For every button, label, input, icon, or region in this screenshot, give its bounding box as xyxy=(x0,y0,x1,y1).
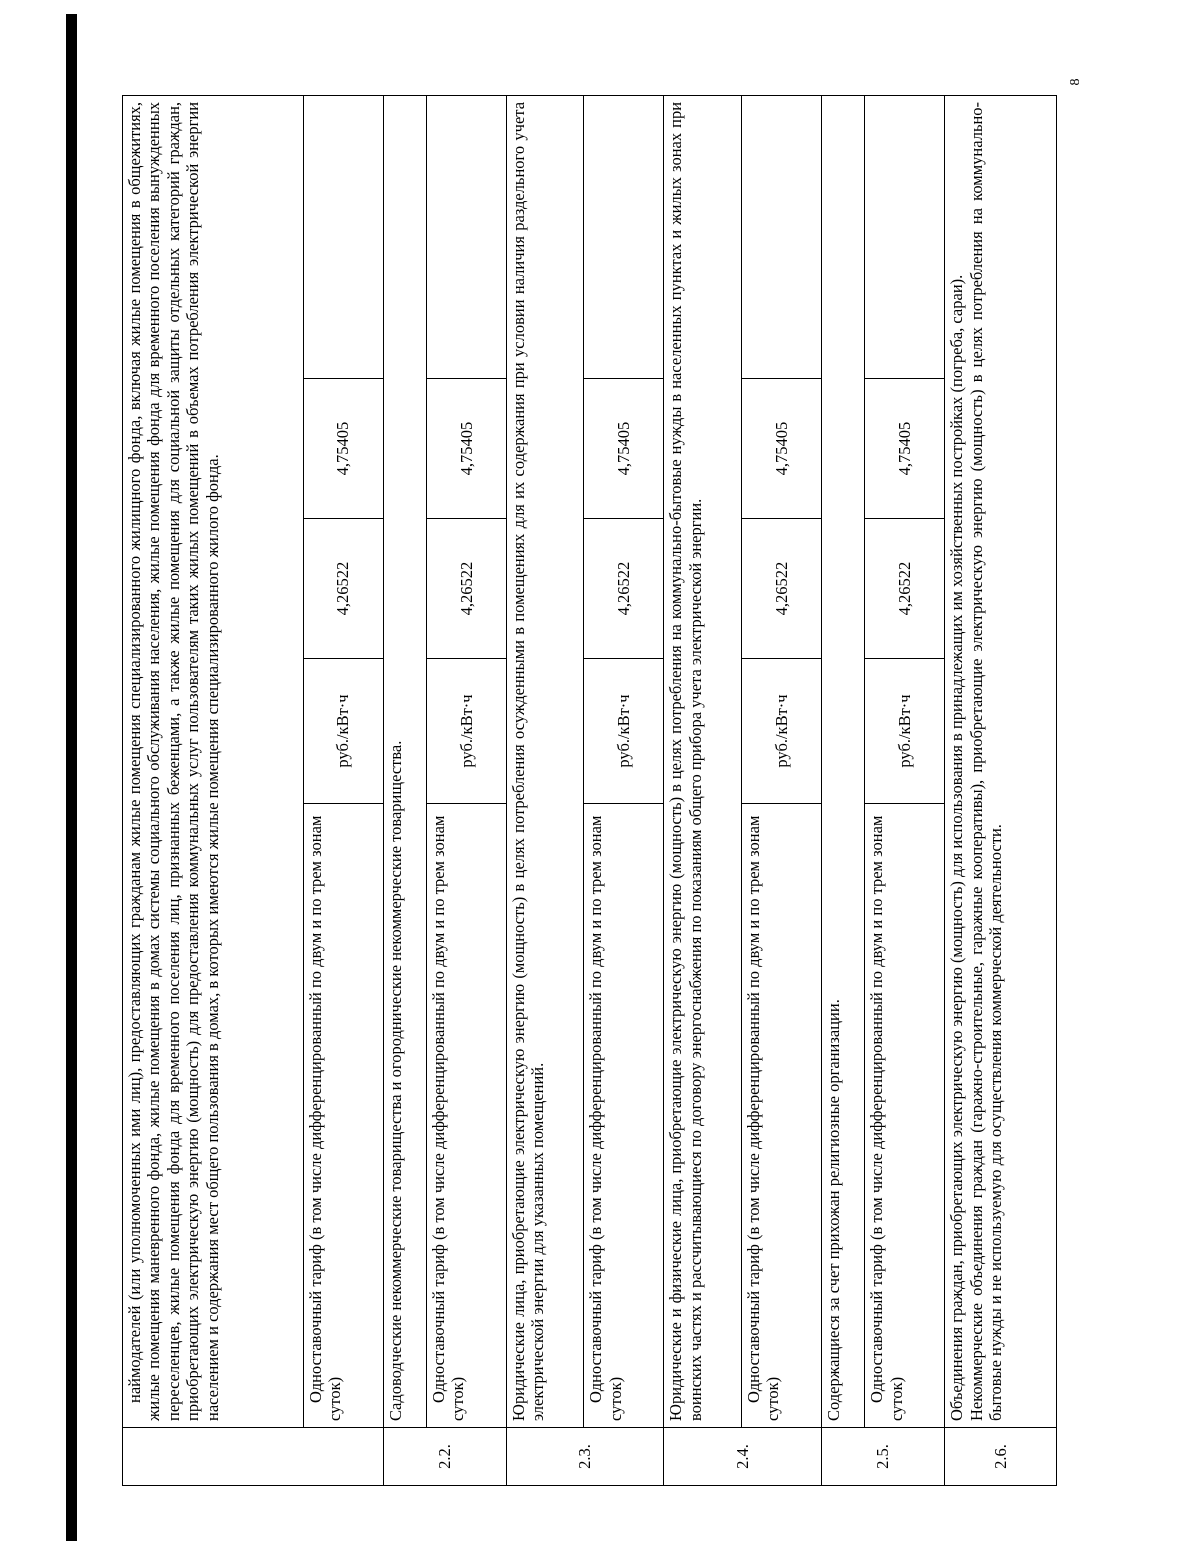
table-row xyxy=(584,95,664,1485)
tariff-value-2: 4,75405 xyxy=(584,379,664,519)
section-title: Юридические лица, приобретающие электрическую энергию (мощность) в целях потребления осужденными в помещениях для их содержания при условии наличия раздельного учета электрической энергии для указанных помещений. xyxy=(506,95,584,1427)
row-number: 2.5. xyxy=(821,1428,944,1486)
row-number: 2.3. xyxy=(506,1428,664,1486)
tariff-label: Одноставочный тариф (в том числе дифференцированный по двум и по трем зонам суток) xyxy=(426,804,506,1428)
tariff-value-2: 4,75405 xyxy=(865,379,945,519)
empty-cell xyxy=(865,95,945,378)
table-row xyxy=(303,95,383,1485)
section-title: Садоводческие некоммерческие товарищества и огороднические некоммерческие товарищества. xyxy=(383,95,426,1427)
table-row xyxy=(741,95,821,1485)
section-title: Юридические и физические лица, приобретающие электрическую энергию (мощность) в целях потребления на коммунально-бытовые нужды в населенных пунктах и жилых зонах при воинских частях и рассчитывающиеся по договору энергоснабжения по показаниям общего прибора учета электрической энергии. xyxy=(664,95,742,1427)
table-row xyxy=(945,95,1057,1485)
empty-cell xyxy=(303,95,383,378)
row-number: 2.2. xyxy=(383,1428,506,1486)
tariff-label: Одноставочный тариф (в том числе дифференцированный по двум и по трем зонам суток) xyxy=(741,804,821,1428)
section-title-part-2: Некоммерческие объединения граждан (гаражно-строительные, гаражные кооперативы), приобретающие электрическую энергию (мощность) в целях потребления на коммунально-бытовые нужды и не используемую для осуществления коммерческой деятельности. xyxy=(966,101,1005,1421)
tariff-unit: руб./кВт·ч xyxy=(741,659,821,804)
table-row xyxy=(821,95,864,1485)
tariff-value-1: 4,26522 xyxy=(426,519,506,659)
table-row xyxy=(506,95,584,1485)
tariff-label: Одноставочный тариф (в том числе дифференцированный по двум и по трем зонам суток) xyxy=(584,804,664,1428)
tariff-value-2: 4,75405 xyxy=(741,379,821,519)
tariff-label: Одноставочный тариф (в том числе дифференцированный по двум и по трем зонам суток) xyxy=(303,804,383,1428)
tariff-value-2: 4,75405 xyxy=(303,379,383,519)
scan-edge-bar xyxy=(66,14,77,1541)
row-number: 2.6. xyxy=(945,1428,1057,1486)
tariff-table xyxy=(122,95,1057,1486)
tariff-unit: руб./кВт·ч xyxy=(865,659,945,804)
empty-cell xyxy=(741,95,821,378)
empty-cell xyxy=(426,95,506,378)
empty-cell xyxy=(584,95,664,378)
tariff-label: Одноставочный тариф (в том числе дифференцированный по двум и по трем зонам суток) xyxy=(865,804,945,1428)
tariff-value-2: 4,75405 xyxy=(426,379,506,519)
tariff-unit: руб./кВт·ч xyxy=(303,659,383,804)
table-row xyxy=(426,95,506,1485)
section-title-part-1: Объединения граждан, приобретающих электрическую энергию (мощность) для использования в принадлежащих им хозяйственных постройках (погреба, сараи). xyxy=(947,274,967,1421)
tariff-unit: руб./кВт·ч xyxy=(584,659,664,804)
tariff-unit: руб./кВт·ч xyxy=(426,659,506,804)
page-number: 8 xyxy=(1068,78,1083,86)
table-row xyxy=(123,95,304,1485)
tariff-value-1: 4,26522 xyxy=(741,519,821,659)
table-row xyxy=(865,95,945,1485)
table-row xyxy=(664,95,742,1485)
tariff-value-1: 4,26522 xyxy=(303,519,383,659)
section-text: наймодателей (или уполномоченных ими лиц), предоставляющих гражданам жилые помещения специализированного жилищного фонда, включая жилые помещения в общежитиях, жилые помещения маневренного фонда, жилые помещения в домах системы социального обслуживания населения, жилые помещения фонда для временного поселения вынужденных переселенцев, жилые помещения фонда для временного поселения лиц, признанных беженцами, а также жилые помещения для социальной защиты отдельных категорий граждан, приобретающих электрическую энергию (мощность) для предоставления коммунальных услуг пользователям таких жилых помещений в объемах потребления электрической энергии населением и содержания мест общего пользования в домах, в которых имеются жилые помещения специализированного жилого фонда. xyxy=(123,95,304,1427)
rotated-page xyxy=(122,96,1200,1469)
row-number: 2.4. xyxy=(664,1428,822,1486)
tariff-value-1: 4,26522 xyxy=(865,519,945,659)
section-title xyxy=(945,95,1057,1427)
tariff-value-1: 4,26522 xyxy=(584,519,664,659)
row-number xyxy=(123,1428,384,1486)
section-title: Содержащиеся за счет прихожан религиозные организации. xyxy=(821,95,864,1427)
table-row xyxy=(383,95,426,1485)
